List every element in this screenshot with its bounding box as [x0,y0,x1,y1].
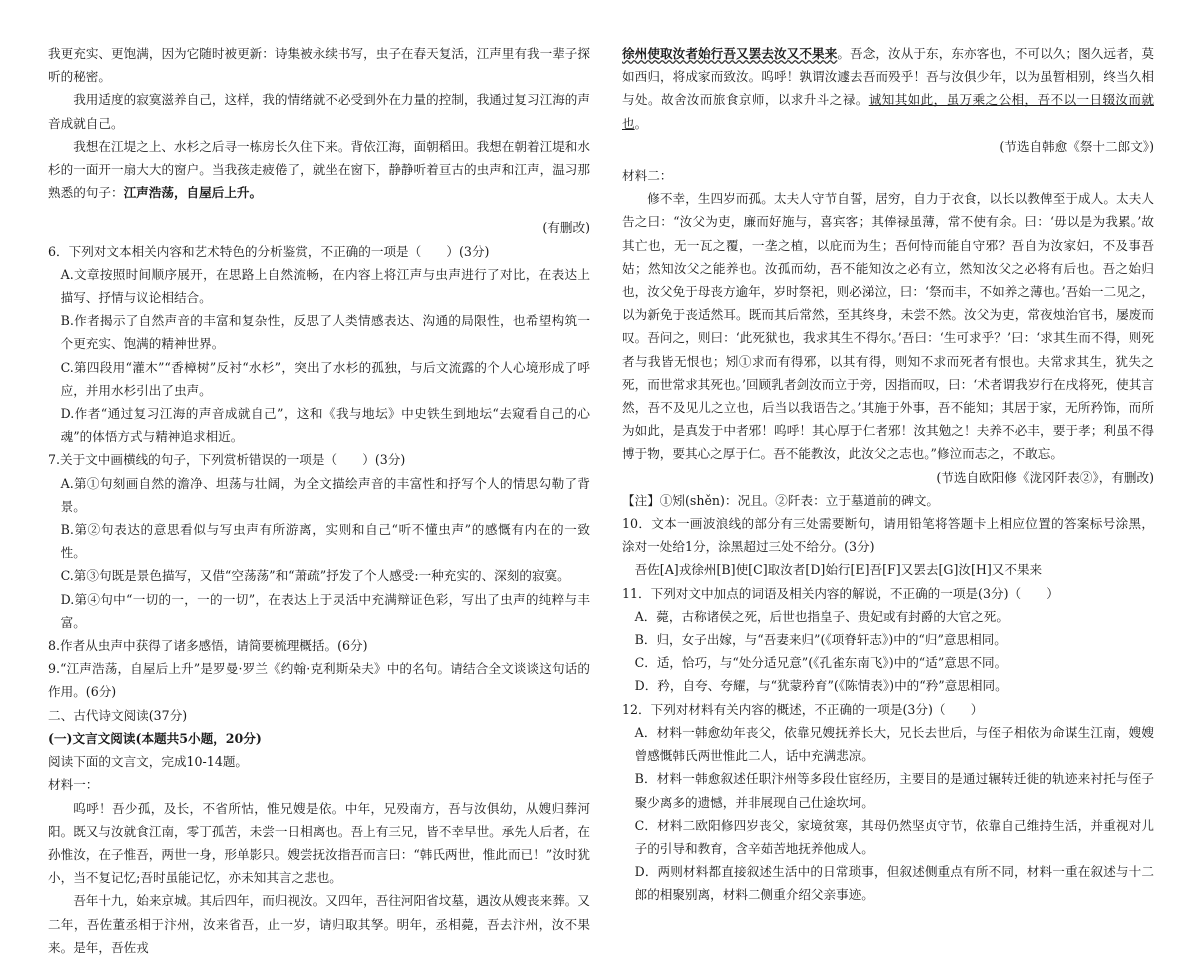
instruction: 阅读下面的文言文，完成10-14题。 [48,754,249,770]
option-d: D．两则材料都直接叙述生活中的日常琐事，但叙述侧重点有所不同，材料一重在叙述与十二郎的相聚别离，材料二侧重介绍父亲事迹。 [634,864,1154,903]
paragraph: 吾年十九，始来京城。其后四年，而归视汝。又四年，吾往河阳省坟墓，遇汝从嫂丧来葬。又二年，吾佐董丞相于汴州，汝来省吾，止一岁，请归取其孥。明年，丞相薨，吾去汴州，汝不果来。是年，吾佐戎 [48,893,590,955]
option-b: B．材料一韩愈叙述任职汴州等多段仕宦经历，主要目的是通过辗转迁徙的轨迹来衬托与侄子聚少离多的遗憾，并非展现自己仕途坎坷。 [634,771,1154,810]
option-a: A.第①句刻画自然的澹净、坦荡与壮阔，为全文描绘声音的丰富性和抒写个人的情思勾勒了背景。 [60,475,590,514]
paragraph: 我用适度的寂寞滋养自己，这样，我的情绪就不必受到外在力量的控制，我通过复习江海的声音成就自己。 [48,92,590,131]
option-b: B．归，女子出嫁，与“吾妻来归”(《项脊轩志》)中的“归”意思相同。 [634,632,1007,648]
question-8: 8.作者从虫声中获得了诸多感悟，请简要梳理概括。(6分) [48,638,368,654]
source-note: (节选自欧阳修《泷冈阡表②》，有删改) [936,469,1154,485]
option-b: B.第②句表达的意思看似与写虫声有所游离，实则和自己“听不懂虫声”的感慨有内在的一致性。 [60,522,590,561]
question-12: 12．下列对材料有关内容的概述，不正确的一项是(3分)（ ） [622,701,984,717]
question-9: 9.“江声浩荡，自屋后上升”是罗曼·罗兰《约翰·克利斯朵夫》中的名句。请结合全文谈谈这句话的作用。(6分) [48,661,590,700]
subsection-heading: (一)文言文阅读(本题共5小题，20分) [48,730,262,746]
paragraph [622,42,1154,135]
option-b: B.作者揭示了自然声音的丰富和复杂性，反思了人类情感表达、沟通的局限性，也希望构筑一个更充实、饱满的精神世界。 [60,313,590,352]
question-6: 6．下列对文本相关内容和艺术特色的分析鉴赏，不正确的一项是（ ）(3分) [48,243,490,259]
option-c: C.第四段用“灌木”“香樟树”反衬“水杉”，突出了水杉的孤独，与后文流露的个人心境形成了呼应，并用水杉引出了虫声。 [60,359,590,398]
source-note: (节选自韩愈《祭十二郎文》) [999,138,1154,154]
option-c: C．材料二欧阳修四岁丧父，家境贫寒，其母仍然坚贞守节，依靠自己维持生活，并重视对儿子的引导和教育，含辛茹苦地抚养他成人。 [634,817,1154,856]
paragraph-text: 我想在江堤之上、水杉之后寻一栋房长久住下来。背依江海，面朝稻田。我想在朝着江堤和水杉的一面开一扇大大的窗户。当我孩走疲倦了，就坐在窗下，静静听着亘古的虫声和江声，温习那熟悉的句子： [48,138,590,201]
source-note: (有删改) [542,220,590,236]
option-a: A．薨，古称诸侯之死，后世也指皇子、贵妃或有封爵的大官之死。 [634,608,1009,624]
option-d: D.第④句中“一切的一，一的一切”，在表达上于灵活中充满辩证色彩，写出了虫声的纯粹与丰富。 [60,591,590,630]
paragraph: 修不幸，生四岁而孤。太夫人守节自誓，居穷，自力于衣食，以长以教俾至于成人。太夫人告之曰：“汝父为吏，廉而好施与，喜宾客；其俸禄虽薄，常不使有余。曰：‘毋以是为我累。’故其亡也，无一瓦之覆，一垄之植，以庇而为生；吾何恃而能自守邪？吾自为汝家妇，不及事吾姑；然知汝父之能养也。汝孤而幼，吾不能知汝之必有立，然知汝父之必将有后也。吾之始归也，汝父免于母丧方逾年，岁时祭祀，则必涕泣，曰：‘祭而丰，不如养之薄也。’吾始一二见之，以为新免于丧适然耳。既而其后常然，至其终身，未尝不然。汝父为吏，常夜烛治官书，屡废而叹。吾问之，则曰：‘此死狱也，我求其生不得尔。’吾曰：‘生可求乎？’曰：‘求其生而不得，则死者与我皆无恨也；矧①求而有得邪，以其有得，则知不求而死者有恨也。夫常求其生，犹失之死，而世常求其死也。’回顾乳者剑汝而立于旁，因指而叹，曰：‘术者谓我岁行在戌将死，使其言然，吾不及见儿之立也，后当以我语告之。’其施于外事，吾不能知；其居于家，无所矜饰，而所为如此，是真发于中者邪！呜呼！其心厚于仁者邪！汝其勉之！夫养不必丰，要于孝；利虽不得博于物，要其心之厚于仁。吾不能教汝，此汝父之志也。”修泣而志之，不敢忘。 [622,191,1154,462]
quote-bold: 江声浩荡，自屋后上升。 [123,185,263,201]
paragraph: 呜呼！吾少孤，及长，不省所怙，惟兄嫂是依。中年，兄殁南方，吾与汝俱幼，从嫂归葬河阳。既又与汝就食江南，零丁孤苦，未尝一日相离也。吾上有三兄，皆不幸早世。承先人后者，在孙惟汝，在子惟吾，两世一身，形单影只。嫂尝抚汝指吾而言曰：“韩氏两世，惟此而已！”汝时犹小，当不复记忆;吾时虽能记忆，亦未知其言之悲也。 [48,800,590,886]
annotation-note: 【注】①矧(shěn)：况且。②阡表：立于墓道前的碑文。 [622,492,940,508]
paragraph-text: 。吾念，汝从于东，东亦客也，不可以久；图久远者，莫如西归，将成家而致汝。呜呼！孰谓汝遽去吾而殁乎！吾与汝俱少年，以为虽暂相别，终当久相与处。故舍汝而旅食京师，以求升斗之禄。 [622,46,1155,108]
section-heading: 二、古代诗文阅读(37分) [48,707,188,723]
question-10: 10．文本一画波浪线的部分有三处需要断句，请用铅笔将答题卡上相应位置的答案标号涂黑，涂对一处给1分，涂黑超过三处不给分。(3分) [622,516,1154,555]
option-c: C．适，恰巧，与“处分适兄意”(《孔雀东南飞》)中的“适”意思不同。 [634,655,1008,671]
answer-options: 吾佐[A]戎徐州[B]使[C]取汝者[D]始行[E]吾[F]又罢去[G]汝[H]又不果来 [634,562,1043,578]
option-a: A.文章按照时间顺序展开，在思路上自然流畅，在内容上将江声与虫声进行了对比，在表达上描写、抒情与议论相结合。 [60,266,590,306]
question-7: 7.关于文中画横线的句子，下列赏析错误的一项是（ ）(3分) [48,452,406,468]
punctuation: 。 [634,115,648,131]
left-column [48,42,590,959]
material-label: 材料二： [622,168,673,184]
option-a: A．材料一韩愈幼年丧父，依靠兄嫂抚养长大，兄长去世后，与侄子相依为命谋生江南，嫂嫂曾感慨韩氏两世惟此二人，话中充满悲凉。 [634,724,1154,764]
question-11: 11．下列对文中加点的词语及相关内容的解说，不正确的一项是(3分)（ ） [622,585,1059,601]
paragraph [48,135,590,205]
underlined-text: 诚知其如此，虽万乘之公相，吾不以一日辍汝而就也 [622,92,1155,131]
paragraph: 我更充实、更饱满，因为它随时被更新：诗集被永续书写，虫子在春天复活，江声里有我一辈子探听的秘密。 [48,46,590,85]
material-label: 材料一： [48,777,99,793]
option-d: D.作者“通过复习江海的声音成就自己”，这和《我与地坛》中史铁生到地坛“去窥看自己的心魂”的体悟方式与精神追求相近。 [60,406,590,445]
option-c: C.第③句既是景色描写，又借“空荡荡”和“萧疏”抒发了个人感受:一种充实的、深刻的寂寞。 [60,568,570,584]
option-d: D．矜，自夸、夸耀，与“犹蒙矜育”(《陈情表》)中的“矜”意思相同。 [634,678,1008,694]
right-column [622,42,1154,907]
wavy-underlined-text: 徐州使取汝者始行吾又罢去汝又不果来 [622,46,838,61]
